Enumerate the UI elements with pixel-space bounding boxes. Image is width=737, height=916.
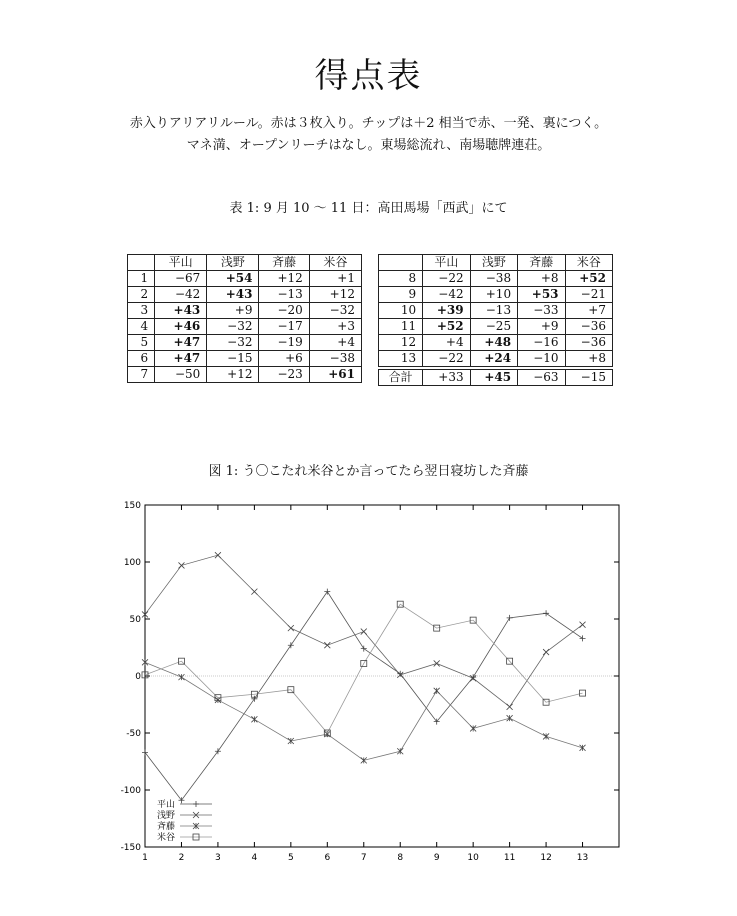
- score-cell: +47: [155, 351, 207, 367]
- header-player: 浅野: [207, 255, 259, 271]
- game-number: 12: [379, 335, 423, 351]
- table-row: [128, 351, 362, 367]
- total-cell: −15: [565, 370, 612, 386]
- series-line: [145, 662, 583, 760]
- y-tick-label: -100: [120, 786, 141, 796]
- score-cell: −17: [259, 319, 309, 335]
- x-tick-label: 12: [540, 853, 552, 863]
- table-row: [128, 271, 362, 287]
- table-row: [128, 335, 362, 351]
- score-cell: −50: [155, 367, 207, 383]
- score-cell: +8: [518, 271, 565, 287]
- score-cell: −38: [470, 271, 517, 287]
- x-tick-label: 2: [178, 853, 185, 863]
- data-point: [288, 642, 294, 648]
- data-point: [580, 635, 586, 641]
- game-number: 6: [128, 351, 155, 367]
- score-cell: −67: [155, 271, 207, 287]
- table-row: [128, 367, 362, 383]
- x-tick-label: 3: [215, 853, 221, 863]
- game-number: 8: [379, 271, 423, 287]
- total-cell: +33: [423, 370, 470, 386]
- score-cell: −16: [518, 335, 565, 351]
- table-row: [379, 271, 613, 287]
- data-point: [580, 690, 586, 696]
- score-cell: −32: [207, 319, 259, 335]
- score-cell: −25: [470, 319, 517, 335]
- data-point: [397, 748, 403, 754]
- score-cell: +48: [470, 335, 517, 351]
- score-cell: −21: [565, 287, 612, 303]
- game-number: 7: [128, 367, 155, 383]
- table-row: [128, 319, 362, 335]
- data-point: [251, 696, 257, 702]
- header-player: 斉藤: [259, 255, 309, 271]
- data-point: [193, 801, 199, 807]
- score-cell: −42: [423, 287, 470, 303]
- y-tick-label: 100: [123, 558, 141, 568]
- x-tick-label: 7: [360, 853, 367, 863]
- data-point: [361, 646, 367, 652]
- legend-label: 平山: [156, 800, 175, 810]
- table-row: [379, 303, 613, 319]
- data-point: [178, 562, 184, 568]
- score-cell: −32: [207, 335, 259, 351]
- game-number: 11: [379, 319, 423, 335]
- header-player: 斉藤: [518, 255, 565, 271]
- x-tick-label: 4: [251, 853, 258, 863]
- table-row: [379, 319, 613, 335]
- header-player: 浅野: [470, 255, 517, 271]
- data-point: [507, 615, 513, 621]
- legend-label: 浅野: [156, 811, 175, 821]
- score-cell: +4: [423, 335, 470, 351]
- score-cell: +39: [423, 303, 470, 319]
- table-row: [379, 351, 613, 367]
- score-cell: +54: [207, 271, 259, 287]
- score-cell: −22: [423, 351, 470, 367]
- y-tick-label: -150: [120, 843, 141, 853]
- score-cell: +52: [423, 319, 470, 335]
- data-point: [434, 688, 440, 694]
- game-number: 5: [128, 335, 155, 351]
- score-cell: −33: [518, 303, 565, 319]
- score-table-right: [378, 254, 613, 386]
- game-number: 13: [379, 351, 423, 367]
- data-point: [543, 610, 549, 616]
- series-line: [145, 555, 583, 707]
- data-point: [215, 748, 221, 754]
- data-point: [215, 552, 221, 558]
- score-cell: −15: [207, 351, 259, 367]
- data-point: [324, 642, 330, 648]
- game-number: 10: [379, 303, 423, 319]
- score-cell: +1: [309, 271, 361, 287]
- score-cell: +8: [565, 351, 612, 367]
- x-tick-label: 13: [576, 853, 589, 863]
- score-cell: −36: [565, 319, 612, 335]
- total-cell: +45: [470, 370, 517, 386]
- score-cell: +52: [565, 271, 612, 287]
- score-cell: −19: [259, 335, 309, 351]
- x-tick-label: 6: [324, 853, 331, 863]
- score-cell: −32: [309, 303, 361, 319]
- table-caption: 表 1: 9 月 10 〜 11 日：高田馬場「西武」にて: [229, 201, 508, 216]
- table-row: [128, 303, 362, 319]
- score-cell: −42: [155, 287, 207, 303]
- score-cell: −22: [423, 271, 470, 287]
- score-table-left: [127, 254, 362, 383]
- table-header-row: [379, 255, 613, 271]
- x-tick-label: 10: [467, 853, 479, 863]
- y-tick-label: -50: [126, 729, 141, 739]
- game-number: 4: [128, 319, 155, 335]
- score-cell: +9: [518, 319, 565, 335]
- score-cell: −36: [565, 335, 612, 351]
- x-tick-label: 8: [397, 853, 404, 863]
- game-number: 3: [128, 303, 155, 319]
- total-label: 合計: [379, 370, 423, 386]
- data-point: [543, 733, 549, 739]
- game-number: 9: [379, 287, 423, 303]
- score-cell: −10: [518, 351, 565, 367]
- data-point: [434, 660, 440, 666]
- score-cell: +43: [155, 303, 207, 319]
- score-cell: +12: [309, 287, 361, 303]
- header-player: 米谷: [309, 255, 361, 271]
- header-blank: [379, 255, 423, 271]
- total-row: [379, 370, 613, 386]
- score-cell: −13: [259, 287, 309, 303]
- data-point: [251, 716, 257, 722]
- score-cell: −23: [259, 367, 309, 383]
- table-header-row: [128, 255, 362, 271]
- y-tick-label: 150: [123, 501, 141, 511]
- table-row: [379, 335, 613, 351]
- legend-label: 斉藤: [156, 822, 175, 832]
- y-tick-label: 50: [129, 615, 141, 625]
- data-point: [142, 659, 148, 665]
- game-number: 1: [128, 271, 155, 287]
- data-point: [543, 649, 549, 655]
- score-cell: +53: [518, 287, 565, 303]
- data-point: [470, 725, 476, 731]
- data-point: [361, 757, 367, 763]
- data-point: [178, 674, 184, 680]
- score-cell: +4: [309, 335, 361, 351]
- figure-caption: 図 1: う〇こたれ米谷とか言ってたら翌日寝坊した斉藤: [208, 464, 529, 479]
- data-point: [288, 625, 294, 631]
- table-row: [128, 287, 362, 303]
- score-cell: +12: [259, 271, 309, 287]
- x-tick-label: 5: [287, 853, 294, 863]
- score-cell: −38: [309, 351, 361, 367]
- score-line-chart: [110, 495, 630, 865]
- series-line: [145, 604, 583, 733]
- score-cell: +43: [207, 287, 259, 303]
- data-point: [324, 589, 330, 595]
- data-point: [251, 589, 257, 595]
- score-cell: +47: [155, 335, 207, 351]
- data-point: [580, 745, 586, 751]
- y-tick-label: 0: [135, 672, 141, 682]
- intro-line-2: マネ満、オープンリーチはなし。東場総流れ、南場聴牌連荘。: [186, 138, 551, 153]
- data-point: [361, 629, 367, 635]
- score-cell: +9: [207, 303, 259, 319]
- score-cell: +24: [470, 351, 517, 367]
- intro-text: [0, 113, 737, 157]
- page-title: 得点表: [314, 56, 423, 96]
- header-blank: [128, 255, 155, 271]
- header-player: 平山: [423, 255, 470, 271]
- total-cell: −63: [518, 370, 565, 386]
- score-cell: +3: [309, 319, 361, 335]
- data-point: [507, 704, 513, 710]
- table-row: [379, 287, 613, 303]
- intro-line-1: 赤入りアリアリルール。赤は３枚入り。チップは＋2 相当で赤、一発、裏につく。: [129, 116, 608, 131]
- header-player: 平山: [155, 255, 207, 271]
- game-number: 2: [128, 287, 155, 303]
- x-tick-label: 9: [433, 853, 440, 863]
- score-cell: +61: [309, 367, 361, 383]
- x-tick-label: 1: [142, 853, 148, 863]
- data-point: [507, 715, 513, 721]
- score-cell: −20: [259, 303, 309, 319]
- data-point: [580, 622, 586, 628]
- header-player: 米谷: [565, 255, 612, 271]
- score-cell: −13: [470, 303, 517, 319]
- score-cell: +46: [155, 319, 207, 335]
- score-cell: +10: [470, 287, 517, 303]
- x-tick-label: 11: [503, 853, 516, 863]
- score-cell: +6: [259, 351, 309, 367]
- legend-label: 米谷: [156, 833, 175, 843]
- score-cell: +7: [565, 303, 612, 319]
- score-cell: +12: [207, 367, 259, 383]
